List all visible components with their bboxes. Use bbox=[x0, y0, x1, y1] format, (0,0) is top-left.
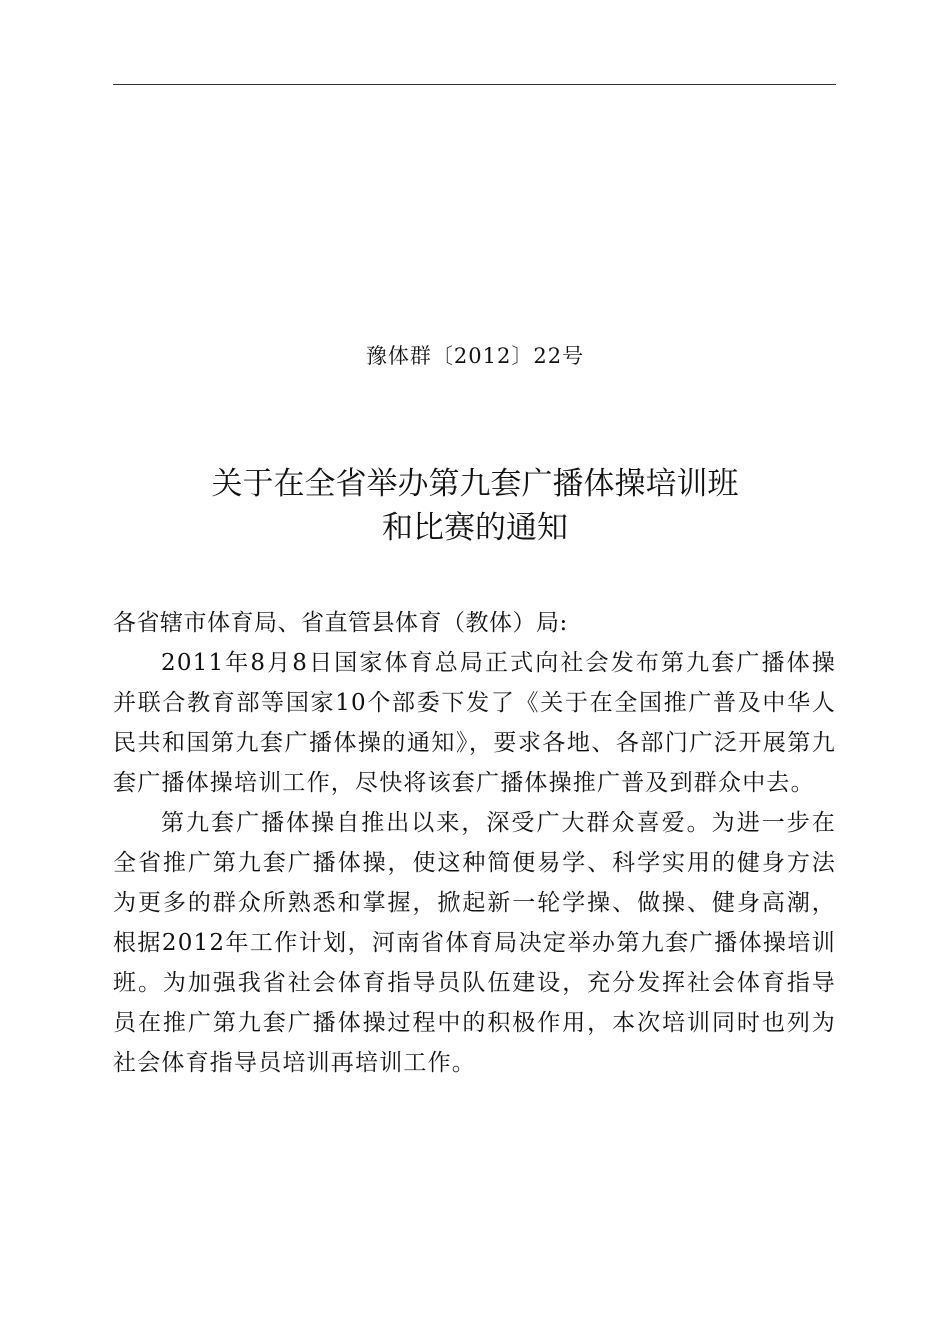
salutation: 各省辖市体育局、省直管县体育（教体）局: bbox=[113, 610, 568, 636]
paragraph-1: 2011年8月8日国家体育总局正式向社会发布第九套广播体操并联合教育部等国家10个部委下发了《关于在全国推广普及中华人民共和国第九套广播体操的通知》，要求各地、各部门广泛开展第九套广播体操培训工作，尽快将该套广播体操推广普及到群众中去。 bbox=[113, 650, 836, 796]
document-number: 豫体群〔2012〕22号 bbox=[365, 344, 585, 368]
title-line-1: 关于在全省举办第九套广播体操培训班 bbox=[211, 466, 739, 502]
header-rule bbox=[113, 84, 836, 85]
document-body bbox=[113, 603, 836, 1083]
document-title bbox=[0, 462, 950, 550]
title-line-2: 和比赛的通知 bbox=[382, 510, 568, 546]
paragraph-2: 第九套广播体操自推出以来，深受广大群众喜爱。为进一步在全省推广第九套广播体操，使这种简便易学、科学实用的健身方法为更多的群众所熟悉和掌握，掀起新一轮学操、做操、健身高潮，根据2012年工作计划，河南省体育局决定举办第九套广播体操培训班。为加强我省社会体育指导员队伍建设，充分发挥社会体育指导员在推广第九套广播体操过程中的积极作用，本次培训同时也列为社会体育指导员培训再培训工作。 bbox=[113, 810, 836, 1076]
